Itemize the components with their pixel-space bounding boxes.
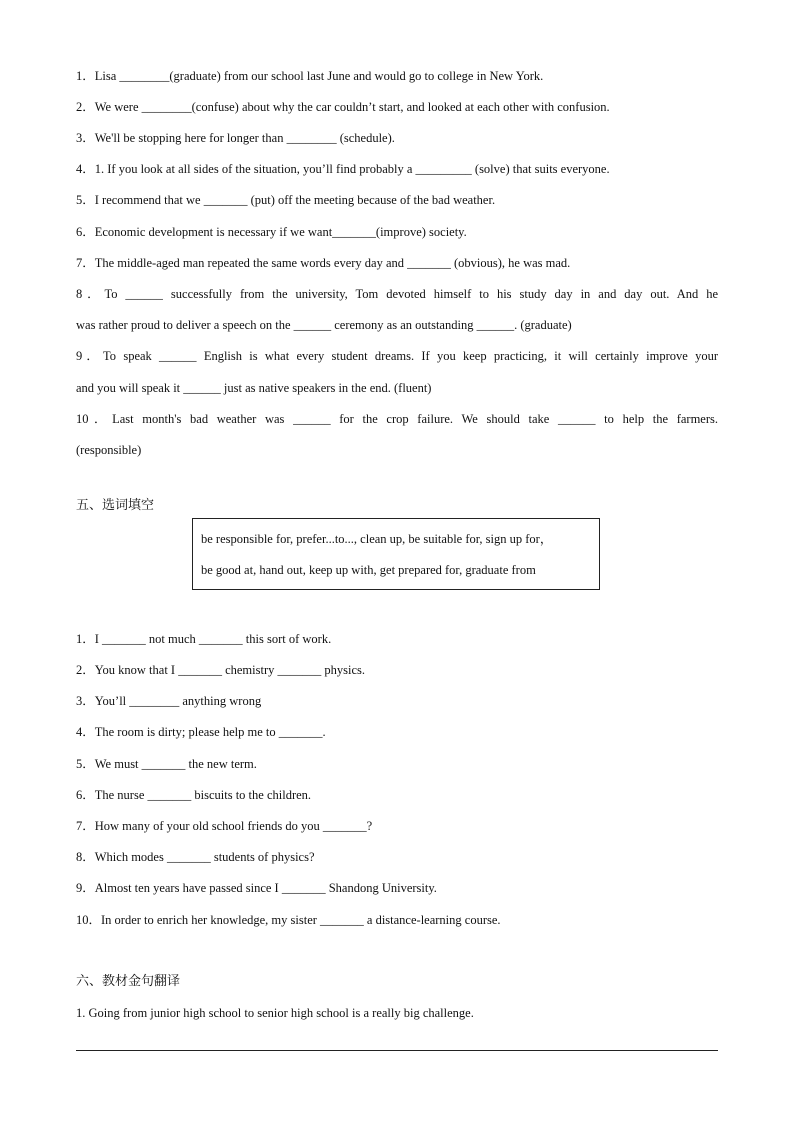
fill-item-2: 2．You know that I _______ chemistry _______ physics.	[76, 663, 366, 677]
word-bank-line-2: be good at, hand out, keep up with, get prepared for, graduate from	[201, 563, 536, 577]
fill-item-6: 6．The nurse _______ biscuits to the children.	[76, 788, 312, 802]
fill-item-9: 9．Almost ten years have passed since I _______ Shandong University.	[76, 881, 437, 895]
exercise-item-8-line-1: 8．To ______ successfully from the university, Tom devoted himself to his study day in and day out. And he	[76, 287, 718, 301]
fill-item-5: 5．We must _______ the new term.	[76, 757, 257, 771]
word-bank-box	[192, 518, 600, 590]
exercise-item-9-line-1: 9．To speak ______ English is what every student dreams. If you keep practicing, it will certainly improve your	[76, 349, 718, 363]
section-6-title: 六、教材金句翻译	[76, 974, 181, 989]
exercise-item-1: 1．Lisa ________(graduate) from our school last June and would go to college in New York.	[76, 69, 544, 83]
fill-item-1: 1．I _______ not much _______ this sort of work.	[76, 632, 332, 646]
exercise-item-8-line-2: was rather proud to deliver a speech on the ______ ceremony as an outstanding ______. (graduate)	[76, 318, 572, 332]
exercise-item-10-line-1: 10．Last month's bad weather was ______ for the crop failure. We should take ______ to help the farmers.	[76, 412, 718, 426]
fill-item-10: 10．In order to enrich her knowledge, my sister _______ a distance-learning course.	[76, 913, 501, 927]
exercise-item-6: 6．Economic development is necessary if we want_______(improve) society.	[76, 225, 467, 239]
exercise-item-3: 3．We'll be stopping here for longer than ________ (schedule).	[76, 131, 395, 145]
exercise-item-4: 4．1. If you look at all sides of the situation, you’ll find probably a _________ (solve) that suits everyone.	[76, 162, 610, 176]
exercise-item-7: 7．The middle-aged man repeated the same words every day and _______ (obvious), he was mad.	[76, 256, 571, 270]
translation-item-1: 1. Going from junior high school to senior high school is a really big challenge.	[76, 1006, 474, 1020]
exercise-item-9-line-2: and you will speak it ______ just as native speakers in the end. (fluent)	[76, 381, 432, 395]
exercise-item-2: 2．We were ________(confuse) about why the car couldn’t start, and looked at each other with confusion.	[76, 100, 610, 114]
exercise-item-5: 5．I recommend that we _______ (put) off the meeting because of the bad weather.	[76, 193, 496, 207]
fill-item-4: 4．The room is dirty; please help me to _______.	[76, 725, 326, 739]
exercise-item-10-line-2: (responsible)	[76, 443, 142, 457]
fill-item-8: 8．Which modes _______ students of physics?	[76, 850, 315, 864]
section-5-title: 五、选词填空	[76, 498, 155, 513]
fill-item-7: 7．How many of your old school friends do you _______?	[76, 819, 373, 833]
fill-item-3: 3．You’ll ________ anything wrong	[76, 694, 262, 708]
word-bank-line-1: be responsible for, prefer...to..., clean up, be suitable for, sign up for，	[201, 532, 553, 546]
answer-line[interactable]	[76, 1050, 718, 1051]
